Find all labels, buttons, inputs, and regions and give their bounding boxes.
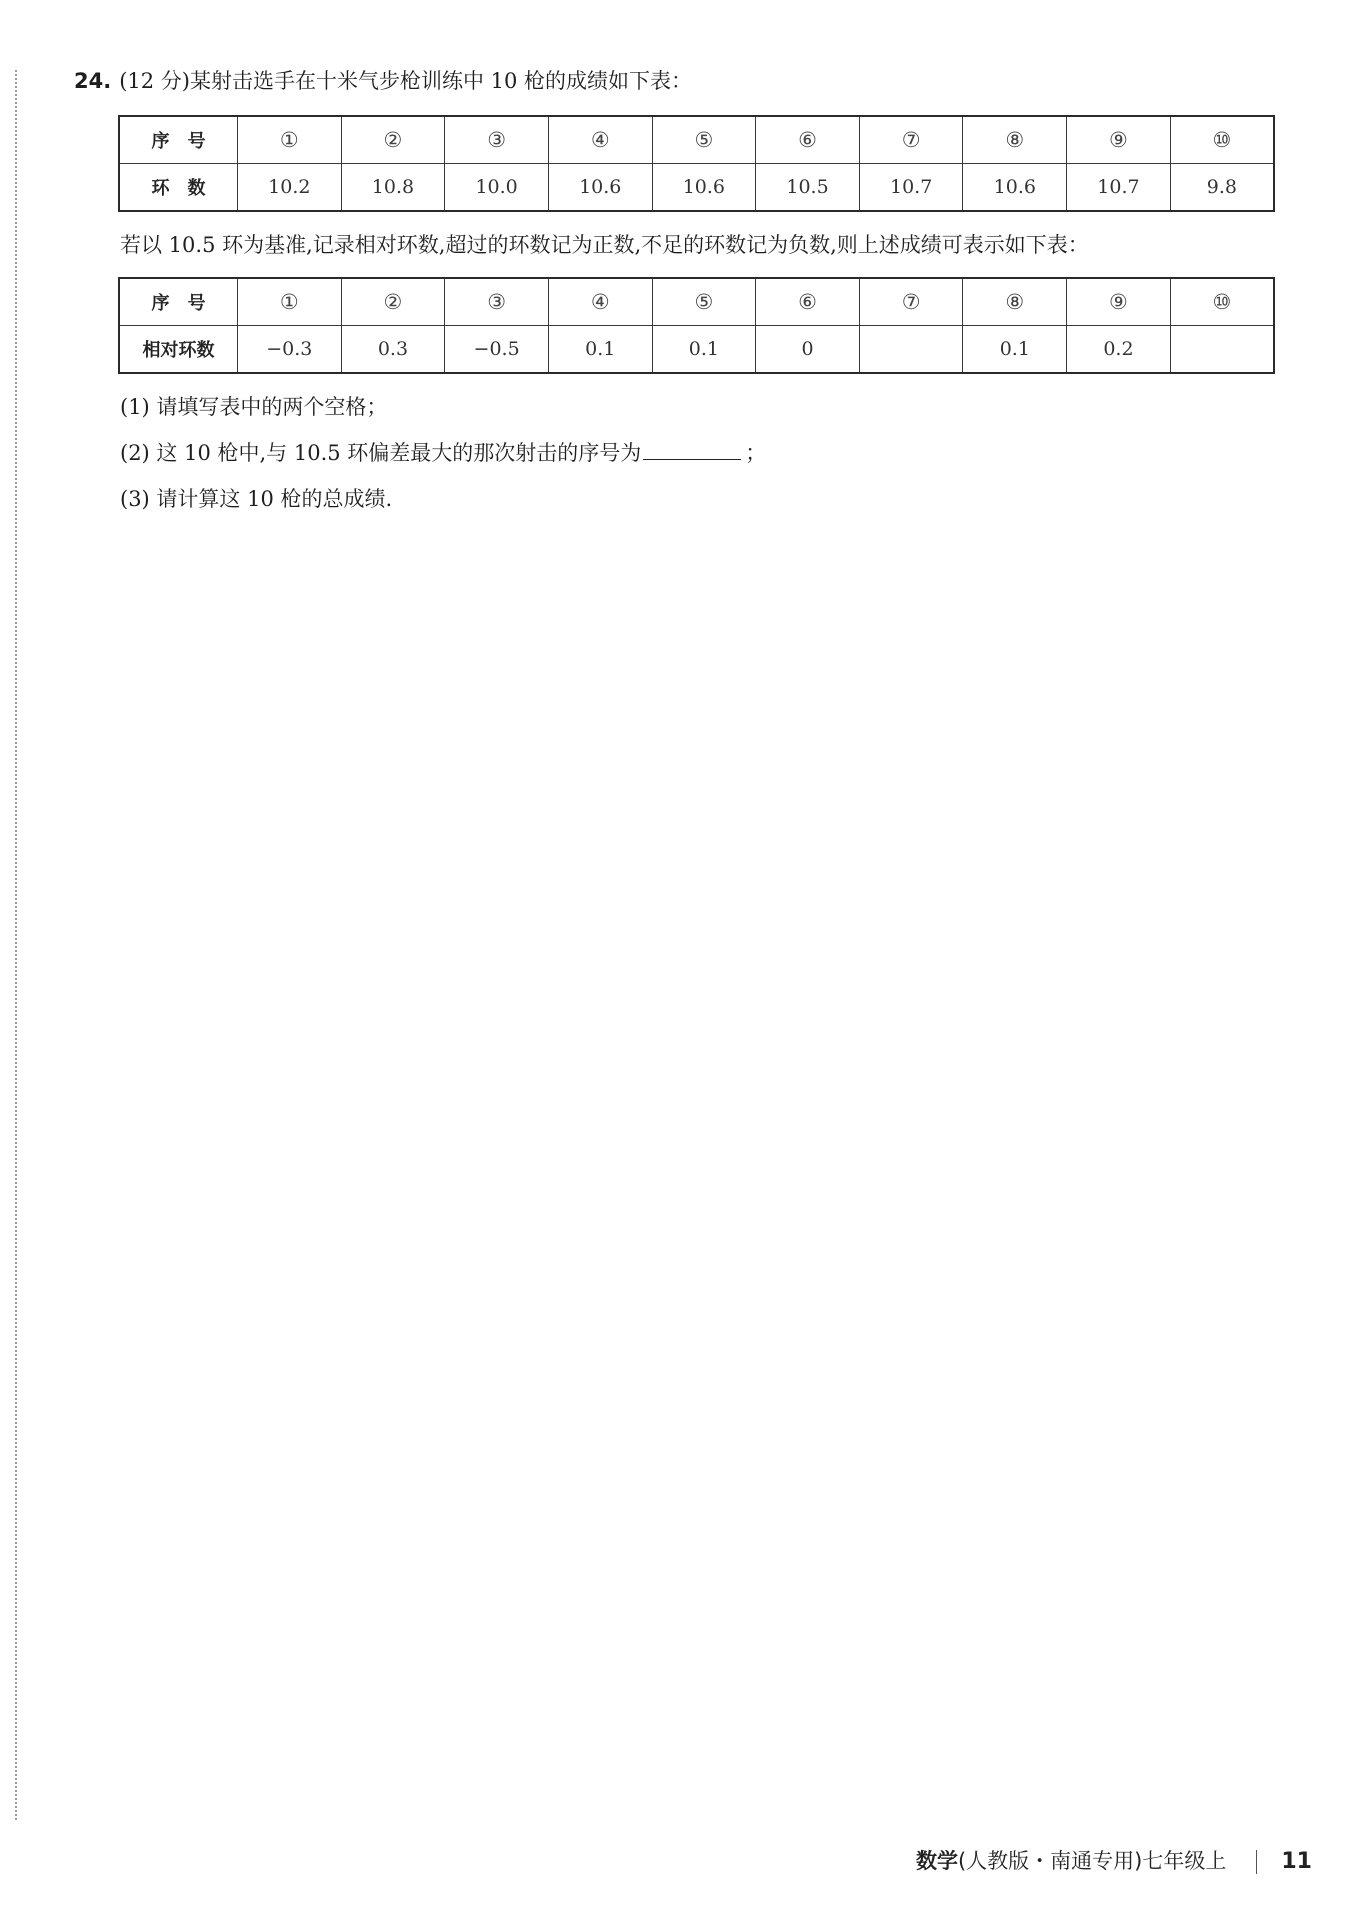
index-cell: ⑩ <box>1170 278 1274 326</box>
relative-cell: 0.1 <box>652 326 756 374</box>
index-cell: ① <box>238 278 342 326</box>
score-cell: 10.6 <box>652 164 756 212</box>
index-cell: ② <box>341 278 445 326</box>
row-header-scores: 环 数 <box>119 164 238 212</box>
relative-cell-blank <box>1170 326 1274 374</box>
relative-cell: −0.5 <box>445 326 549 374</box>
score-cell: 10.8 <box>341 164 445 212</box>
relative-cell-blank <box>859 326 963 374</box>
question-24-stem <box>74 66 692 96</box>
row-header-index: 序 号 <box>119 116 238 164</box>
index-cell: ④ <box>548 278 652 326</box>
sub-question-2 <box>120 437 766 468</box>
relative-score-intro: 若以 10.5 环为基准,记录相对环数,超过的环数记为正数,不足的环数记为负数,则上述成绩可表示如下表： <box>120 233 1089 257</box>
footer-subject: 数学 <box>915 1849 958 1873</box>
sub-question-2-end: ； <box>745 441 767 465</box>
table-row-scores <box>119 164 1274 212</box>
index-cell: ⑦ <box>859 116 963 164</box>
question-number: 24. <box>74 69 112 93</box>
row-header-index: 序 号 <box>119 278 238 326</box>
index-cell: ⑥ <box>756 278 860 326</box>
relative-cell: −0.3 <box>238 326 342 374</box>
score-cell: 10.6 <box>548 164 652 212</box>
page-footer <box>916 1845 1312 1875</box>
table-row-relative <box>119 326 1274 374</box>
relative-score-table <box>118 277 1275 374</box>
relative-cell: 0.1 <box>548 326 652 374</box>
table-row-index <box>119 116 1274 164</box>
question-text: (12 分)某射击选手在十米气步枪训练中 10 枪的成绩如下表： <box>119 69 693 93</box>
table-row-index <box>119 278 1274 326</box>
score-cell: 10.6 <box>963 164 1067 212</box>
score-cell: 9.8 <box>1170 164 1274 212</box>
index-cell: ⑨ <box>1067 278 1171 326</box>
answer-blank <box>643 437 741 460</box>
index-cell: ⑩ <box>1170 116 1274 164</box>
relative-cell: 0.3 <box>341 326 445 374</box>
relative-cell: 0 <box>756 326 860 374</box>
index-cell: ③ <box>445 278 549 326</box>
index-cell: ① <box>238 116 342 164</box>
index-cell: ⑧ <box>963 278 1067 326</box>
row-header-relative: 相对环数 <box>119 326 238 374</box>
binding-margin-line <box>15 70 17 1820</box>
score-cell: 10.7 <box>1067 164 1171 212</box>
relative-cell: 0.1 <box>963 326 1067 374</box>
sub-question-3: (3) 请计算这 10 枪的总成绩. <box>120 487 393 511</box>
index-cell: ④ <box>548 116 652 164</box>
score-table <box>118 115 1275 212</box>
index-cell: ② <box>341 116 445 164</box>
index-cell: ⑥ <box>756 116 860 164</box>
score-cell: 10.0 <box>445 164 549 212</box>
page-number: 11 <box>1281 1849 1312 1874</box>
index-cell: ⑧ <box>963 116 1067 164</box>
score-cell: 10.7 <box>859 164 963 212</box>
index-cell: ⑨ <box>1067 116 1171 164</box>
sub-question-1: (1) 请填写表中的两个空格； <box>120 395 388 419</box>
index-cell: ⑤ <box>652 278 756 326</box>
relative-cell: 0.2 <box>1067 326 1171 374</box>
sub-question-2-text: (2) 这 10 枪中,与 10.5 环偏差最大的那次射击的序号为 <box>120 441 642 465</box>
index-cell: ③ <box>445 116 549 164</box>
footer-divider <box>1256 1850 1257 1874</box>
index-cell: ⑦ <box>859 278 963 326</box>
index-cell: ⑤ <box>652 116 756 164</box>
score-cell: 10.5 <box>756 164 860 212</box>
score-cell: 10.2 <box>238 164 342 212</box>
footer-edition: (人教版・南通专用)七年级上 <box>957 1849 1227 1873</box>
